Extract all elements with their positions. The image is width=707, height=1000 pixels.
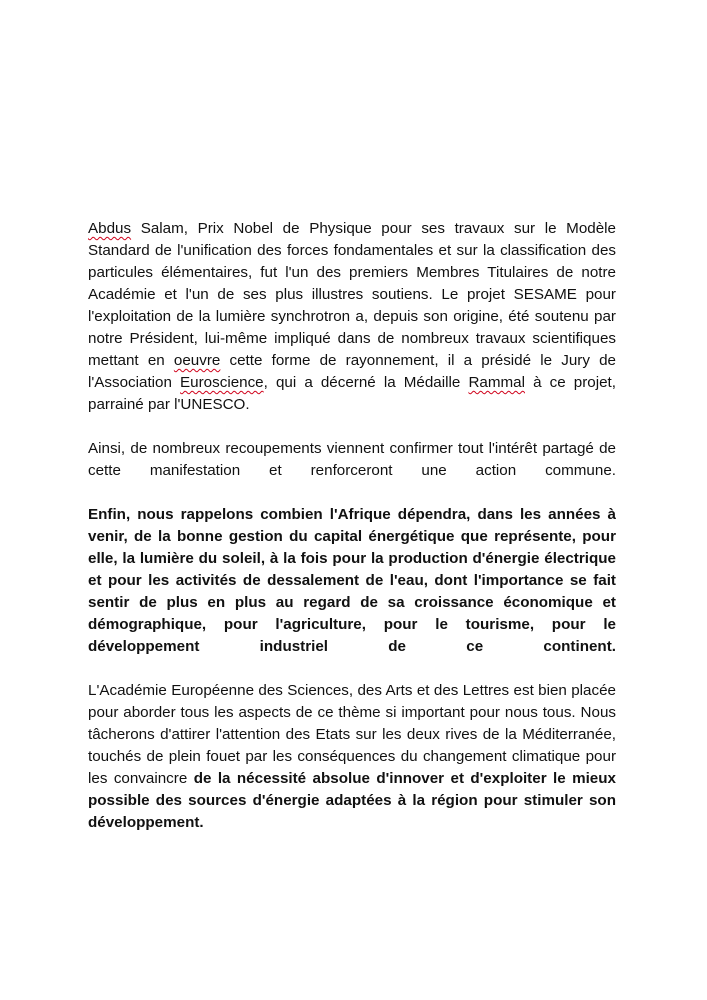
paragraph-afrique <box>88 504 616 658</box>
text-segment: de la nécessité absolue d'innover et d'exploiter le mieux possible des sources d'énergie adaptées à la région pour stimuler son développement. <box>88 770 616 831</box>
text-segment: Salam, Prix Nobel de Physique pour ses travaux sur le Modèle Standard de l'unification des forces fondamentales et sur la classification des particules élémentaires, fut l'un des premiers Membres Titulaires de notre Académie et l'un de ses plus illustres soutiens. Le projet SESAME pour l'exploitation de la lumière synchrotron a, depuis son origine, été soutenu par notre Président, lui-même impliqué dans de nombreux travaux scientifiques mettant en <box>88 220 616 369</box>
text-segment: Ainsi, de nombreux recoupements viennent confirmer tout l'intérêt partagé de cette manifestation et renforceront une action commune. <box>88 440 616 479</box>
text-segment: Abdus <box>88 220 132 237</box>
text-segment: L'Académie Européenne des Sciences, des Arts et des Lettres est bien placée pour aborder tous les aspects de ce thème si important pour nous tous. Nous tâcherons d'attirer l'attention des Etats sur les deux rives de la Méditerranée, touchés de plein fouet par les conséquences du changement climatique pour les convaincre <box>88 682 616 787</box>
text-segment: , qui a décerné la Médaille <box>263 374 469 391</box>
text-segment: à ce projet, parrainé par l'UNESCO. <box>88 374 616 413</box>
paragraph-academie <box>88 680 616 834</box>
text-segment: Enfin, nous rappelons combien l'Afrique dépendra, dans les années à venir, de la bonne gestion du capital énergétique que représente, pour elle, la lumière du soleil, à la fois pour la production d'énergie électrique et pour les activités de dessalement de l'eau, dont l'importance se fait sentir de plus en plus au regard de sa croissance économique et démographique, pour l'agriculture, pour le tourisme, pour le développement industriel de ce continent. <box>88 506 616 655</box>
text-segment: Rammal <box>468 374 525 391</box>
text-segment: cette forme de rayonnement, il a présidé le Jury de l'Association <box>88 352 616 391</box>
paragraph-abdus-salam <box>88 218 616 416</box>
document-body <box>88 218 616 834</box>
text-segment: oeuvre <box>173 352 221 369</box>
paragraph-recoupements <box>88 438 616 482</box>
text-segment: Euroscience <box>180 374 264 391</box>
